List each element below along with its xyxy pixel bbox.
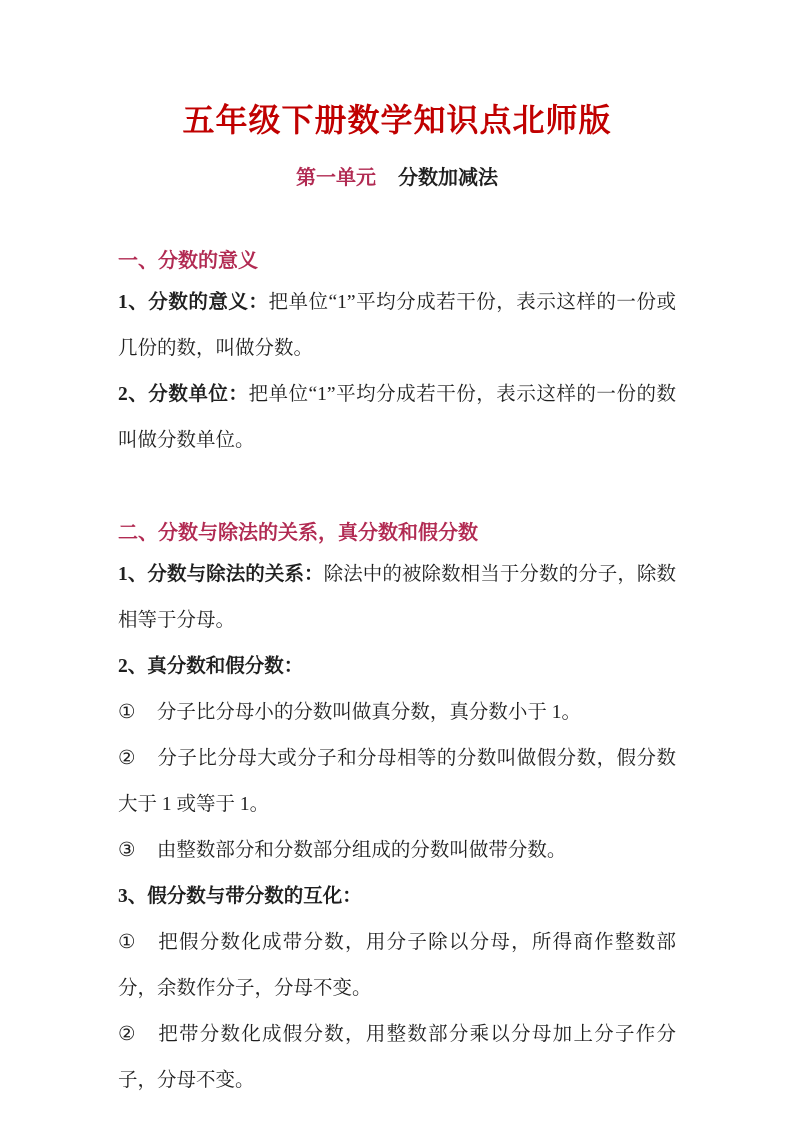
list-item-text: 分子比分母大或分子和分母相等的分数叫做假分数，假分数大于 1 或等于 1。 [118,747,676,815]
section-heading-1: 一、分数的意义 [118,249,258,272]
unit-subtitle [118,164,676,192]
list-item-improper-to-mixed [118,920,676,1012]
unit-topic: 分数加减法 [398,166,498,189]
paragraph-text: 把单位“1”平均分成若干份，表示这样的一份的数叫做分数单位。 [118,383,676,451]
paragraph-conversion-heading [118,874,676,920]
paragraph-text: 除法中的被除数相当于分数的分子，除数相等于分母。 [118,563,676,631]
paragraph-text: 把单位“1”平均分成若干份，表示这样的一份或几份的数，叫做分数。 [118,291,676,359]
list-item-text: 由整数部分和分数部分组成的分数叫做带分数。 [156,839,567,861]
list-item-proper-fraction [118,690,676,736]
paragraph-fraction-division [118,552,676,644]
circled-number-2: ② [118,1023,137,1045]
paragraph-proper-improper-heading [118,644,676,690]
list-item-mixed-to-improper [118,1012,676,1104]
paragraph-label: 2、真分数和假分数： [118,655,304,677]
paragraph-fraction-unit [118,372,676,464]
circled-number-3: ③ [118,839,136,861]
list-item-text: 把带分数化成假分数，用整数部分乘以分母加上分子作分子，分母不变。 [118,1023,676,1091]
paragraph-label: 1、分数的意义： [118,291,269,313]
list-item-mixed-number [118,828,676,874]
circled-number-1: ① [118,701,136,723]
unit-label: 第一单元 [296,166,376,189]
list-item-text: 把假分数化成带分数，用分子除以分母，所得商作整数部分，余数作分子，分母不变。 [118,931,676,999]
paragraph-label: 1、分数与除法的关系： [118,563,324,585]
paragraph-label: 2、分数单位： [118,383,249,405]
section-heading-2: 二、分数与除法的关系，真分数和假分数 [118,521,478,544]
list-item-text: 分子比分母小的分数叫做真分数，真分数小于 1。 [156,701,582,723]
paragraph-label: 3、假分数与带分数的互化： [118,885,362,907]
paragraph-def-fraction [118,280,676,372]
circled-number-2: ② [118,747,136,769]
circled-number-1: ① [118,931,137,953]
document-title: 五年级下册数学知识点北师版 [182,102,612,138]
list-item-improper-fraction [118,736,676,828]
